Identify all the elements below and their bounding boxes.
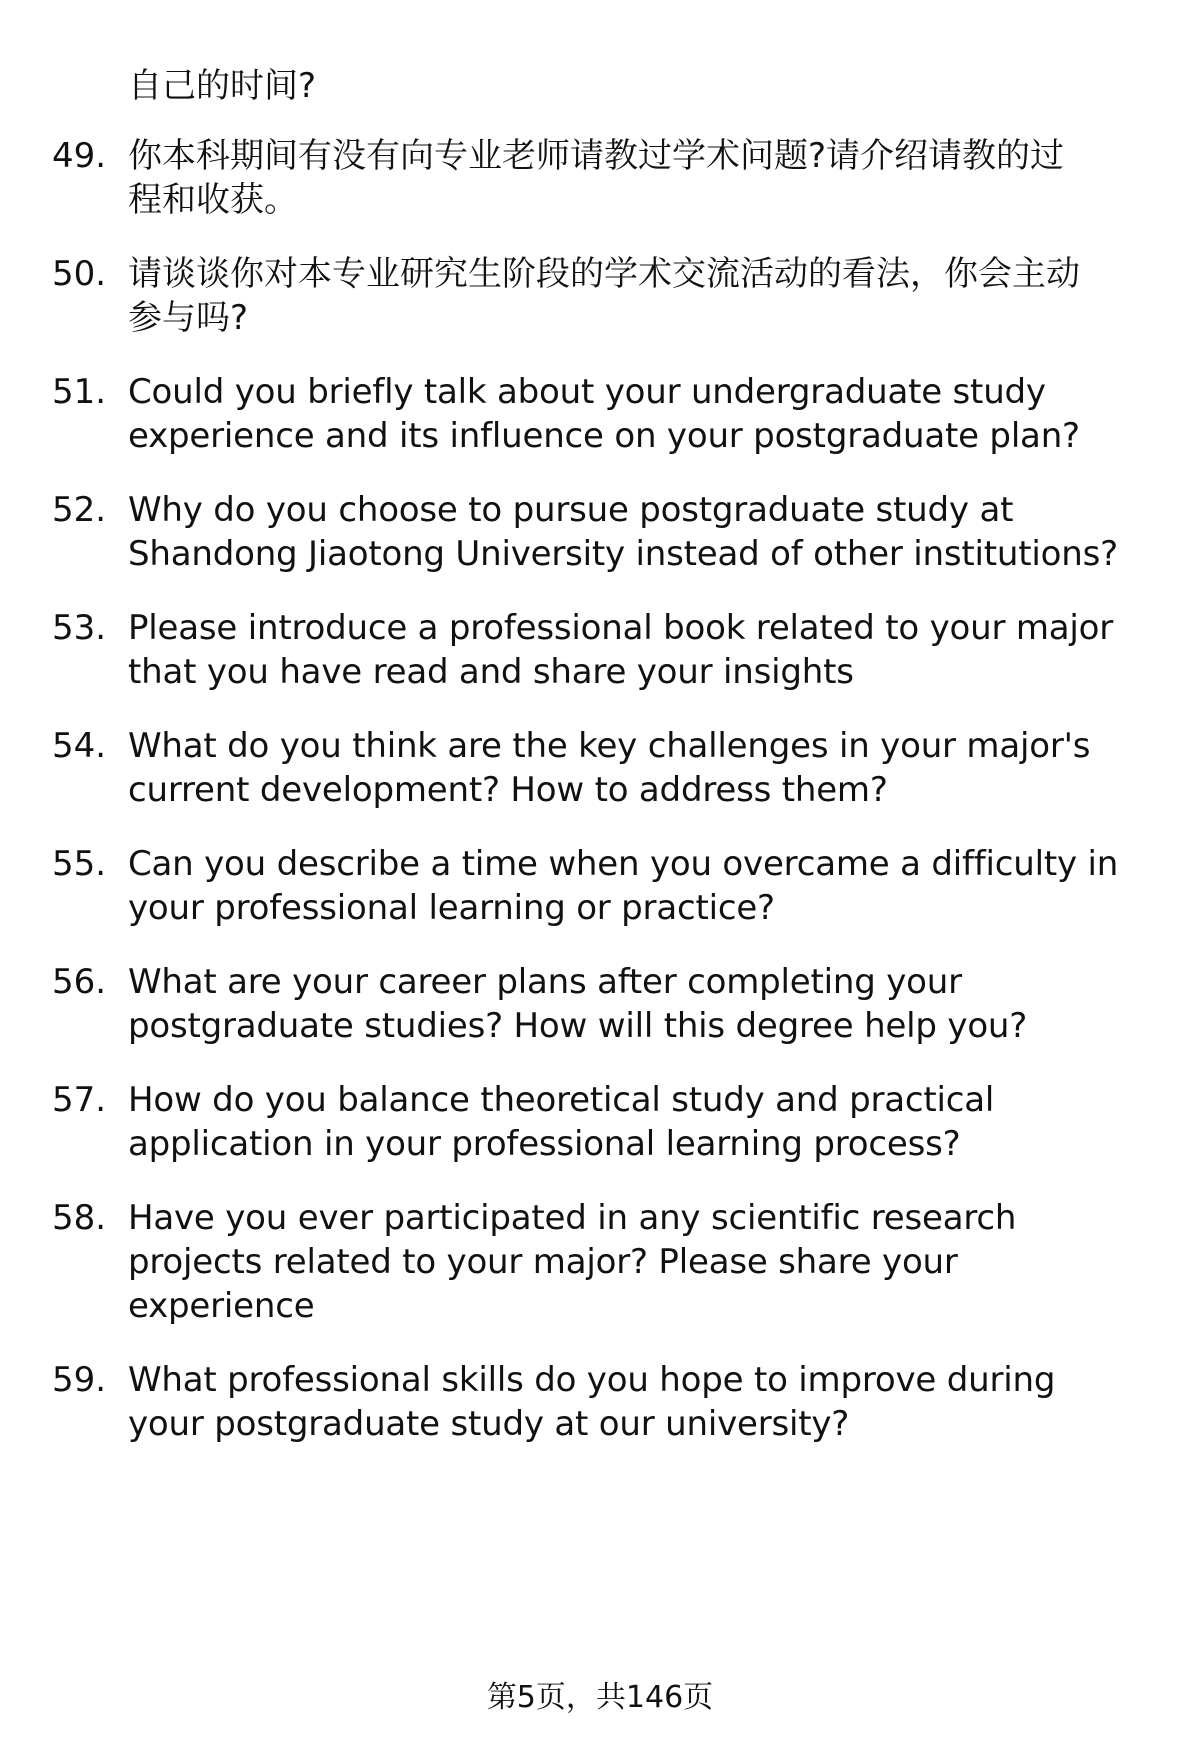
continuation-text: 自己的时间? — [128, 66, 317, 106]
question-line: What are your career plans after completing your — [128, 962, 962, 1002]
question-number: 52. — [52, 490, 107, 530]
question-number: 59. — [52, 1360, 107, 1400]
question-line: application in your professional learning process? — [128, 1124, 961, 1164]
question-line: that you have read and share your insights — [128, 652, 854, 692]
question-line: experience — [128, 1286, 315, 1326]
question-line: 程和收获。 — [128, 180, 298, 220]
question-number: 58. — [52, 1198, 107, 1238]
question-line: Why do you choose to pursue postgraduate study at — [128, 490, 1014, 530]
question-line: your professional learning or practice? — [128, 888, 775, 928]
question-number: 55. — [52, 844, 107, 884]
question-number: 51. — [52, 372, 107, 412]
page-footer: 第5页，共146页 — [486, 1680, 714, 1715]
question-line: your postgraduate study at our university? — [128, 1404, 850, 1444]
question-line: Shandong Jiaotong University instead of other institutions? — [128, 534, 1118, 574]
question-line: 请谈谈你对本专业研究生阶段的学术交流活动的看法，你会主动 — [128, 254, 1080, 294]
question-number: 54. — [52, 726, 107, 766]
question-line: current development? How to address them? — [128, 770, 888, 810]
question-number: 53. — [52, 608, 107, 648]
question-line: postgraduate studies? How will this degree help you? — [128, 1006, 1028, 1046]
question-line: How do you balance theoretical study and practical — [128, 1080, 995, 1120]
question-number: 49. — [52, 136, 107, 176]
question-line: Could you briefly talk about your undergraduate study — [128, 372, 1046, 412]
question-line: What professional skills do you hope to improve during — [128, 1360, 1056, 1400]
question-line: projects related to your major? Please share your — [128, 1242, 958, 1282]
question-line: 你本科期间有没有向专业老师请教过学术问题?请介绍请教的过 — [128, 136, 1065, 176]
question-line: 参与吗? — [128, 298, 249, 338]
question-line: Please introduce a professional book related to your major — [128, 608, 1114, 648]
question-number: 57. — [52, 1080, 107, 1120]
question-line: experience and its influence on your postgraduate plan? — [128, 416, 1080, 456]
question-line: What do you think are the key challenges in your major's — [128, 726, 1091, 766]
question-number: 50. — [52, 254, 107, 294]
question-line: Can you describe a time when you overcame a difficulty in — [128, 844, 1119, 884]
question-line: Have you ever participated in any scientific research — [128, 1198, 1017, 1238]
question-number: 56. — [52, 962, 107, 1002]
